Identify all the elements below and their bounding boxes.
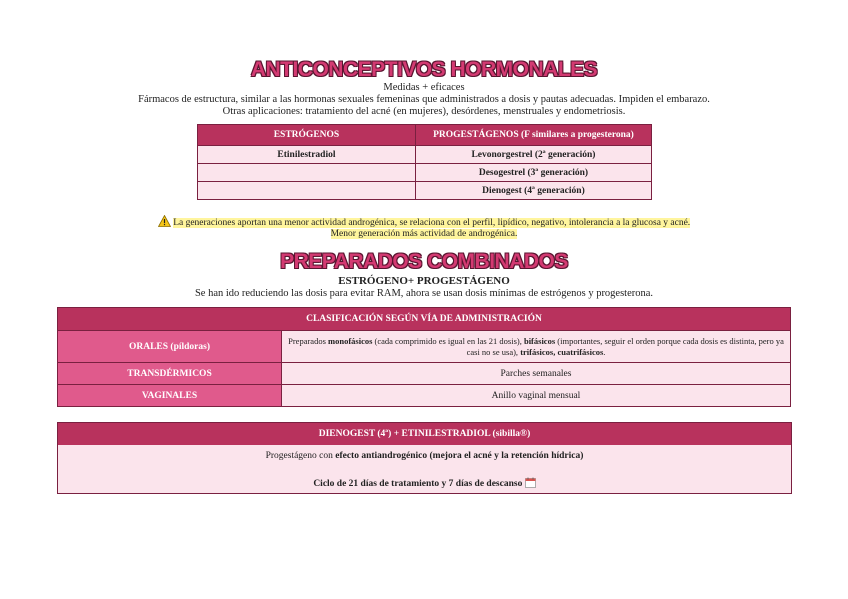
table-row <box>198 164 652 182</box>
table-cell <box>198 164 416 182</box>
transdermal-value: Parches semanales <box>282 363 791 385</box>
estrogen-header: ESTRÓGENOS <box>198 125 416 146</box>
combined-subtitle: ESTRÓGENO+ PROGESTÁGENO <box>338 275 510 287</box>
warning-note <box>0 215 848 230</box>
main-title: ANTICONCEPTIVOS HORMONALES <box>250 58 598 81</box>
definition-text: Fármacos de estructura, similar a las hormonas sexuales femeninas que administrados a dosis y pautas adecuadas. Impiden el embarazo. <box>138 94 710 105</box>
table-header-row <box>198 125 652 146</box>
table-row <box>58 363 791 385</box>
oral-text: . <box>603 346 606 357</box>
dienogest-line-2 <box>58 477 791 491</box>
dienogest-header: DIENOGEST (4ª) + ETINILESTRADIOL (sibilla®) <box>58 423 791 445</box>
oral-text: (importantes, seguir el orden porque cada dosis es distinta, pero ya casi no se usa), <box>466 335 784 357</box>
table-row <box>58 331 791 363</box>
warning-text: La generaciones aportan una menor actividad androgénica, se relaciona con el perfil, lipídico, negativo, intolerancia a la glucosa y acné. <box>173 218 691 228</box>
table-cell: Dienogest (4ª generación) <box>415 182 651 200</box>
oral-text: Preparados <box>288 335 329 346</box>
table-row <box>198 146 652 164</box>
table-row <box>58 385 791 407</box>
dienogest-box <box>57 422 792 494</box>
oral-text: (cada comprimido es igual en las 21 dosis), <box>372 335 524 346</box>
administration-table <box>57 307 791 407</box>
progestagen-header: PROGESTÁGENOS (F similares a progesterona) <box>415 125 651 146</box>
subtitle-efficacy: Medidas + eficaces <box>383 82 465 93</box>
warning-note-2 <box>0 229 848 239</box>
dienogest-line-1 <box>58 451 791 461</box>
oral-bold: monofásicos <box>328 335 373 346</box>
table-row <box>198 182 652 200</box>
warning-text-2: Menor generación más actividad de androgénica. <box>330 229 518 239</box>
cycle-text: Ciclo de 21 días de tratamiento y 7 días de descanso <box>313 479 523 489</box>
dienogest-bold: efecto antiandrogénico (mejora el acné y la retención hídrica) <box>335 451 584 461</box>
transdermal-label: TRANSDÉRMICOS <box>58 363 282 385</box>
combined-title: PREPARADOS COMBINADOS <box>280 250 568 273</box>
vaginal-value: Anillo vaginal mensual <box>282 385 791 407</box>
oral-bold: trifásicos, cuatrifásicos <box>520 346 604 357</box>
dienogest-body <box>58 445 791 493</box>
table-cell: Etinilestradiol <box>198 146 416 164</box>
oral-value <box>282 331 791 363</box>
oral-bold: bifásicos <box>523 335 556 346</box>
vaginal-label: VAGINALES <box>58 385 282 407</box>
combined-text: Se han ido reduciendo las dosis para evitar RAM, ahora se usan dosis mínimas de estrógenos y progesterona. <box>194 288 654 299</box>
table-cell: Desogestrel (3ª generación) <box>415 164 651 182</box>
dienogest-text: Progestágeno con <box>265 451 336 461</box>
warning-icon <box>158 215 171 230</box>
calendar-icon <box>525 477 536 491</box>
hormone-table <box>197 124 652 200</box>
administration-header: CLASIFICACIÓN SEGÚN VÍA DE ADMINISTRACIÓN <box>58 308 791 331</box>
applications-text: Otras aplicaciones: tratamiento del acné (en mujeres), desórdenes, menstruales y endometriosis. <box>222 106 626 117</box>
table-cell <box>198 182 416 200</box>
table-cell: Levonorgestrel (2ª generación) <box>415 146 651 164</box>
oral-label: ORALES (píldoras) <box>58 331 282 363</box>
